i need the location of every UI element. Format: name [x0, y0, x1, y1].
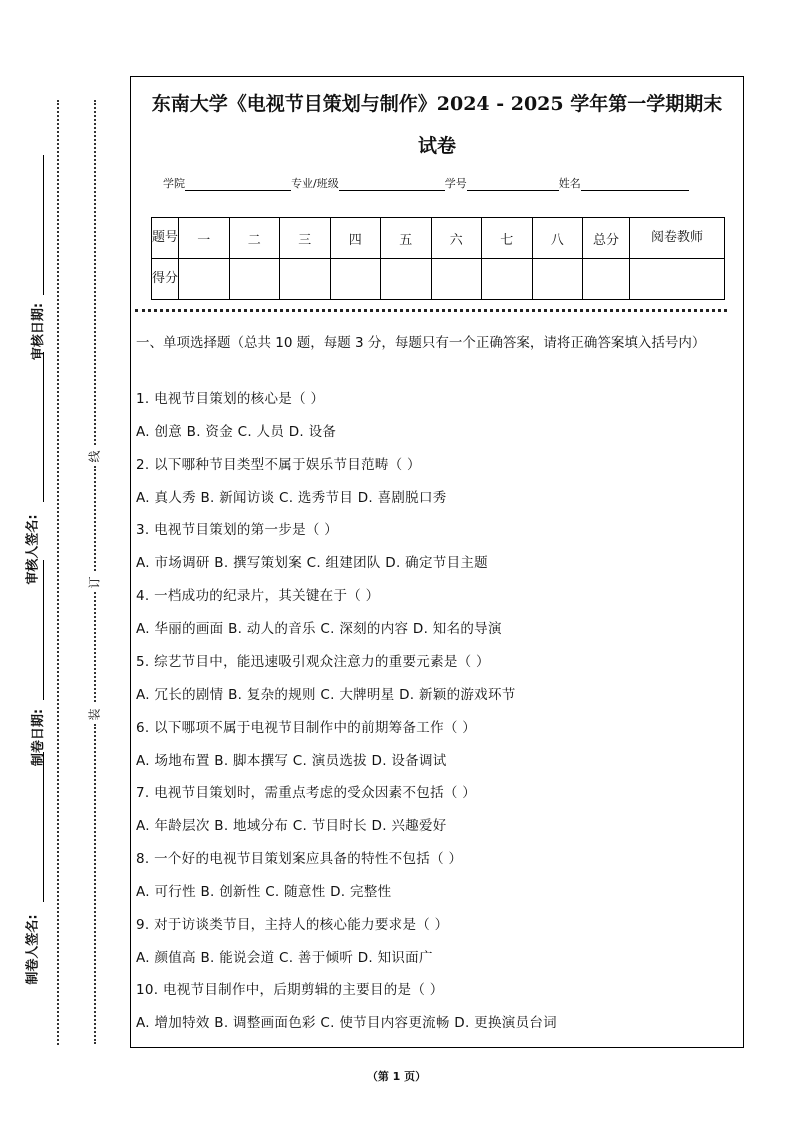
reviewer-date-line [43, 155, 44, 295]
header-cell-7: 七 [482, 218, 533, 259]
question-7: 7. 电视节目策划时，需重点考虑的受众因素不包括（ ） [136, 785, 477, 802]
header-cell-4: 四 [330, 218, 381, 259]
page-number: （第 1 页） [366, 1070, 427, 1083]
score-table-header-row [152, 218, 725, 259]
header-cell-1: 一 [179, 218, 230, 259]
score-cell-3[interactable] [280, 259, 331, 300]
question-2: 2. 以下哪种节目类型不属于娱乐节目范畴（ ） [136, 456, 421, 473]
question-1-options: A. 创意 B. 资金 C. 人员 D. 设备 [136, 424, 337, 440]
major-class-label: 专业/班级 [291, 177, 339, 190]
question-5: 5. 综艺节目中，能迅速吸引观众注意力的重要元素是（ ） [136, 653, 490, 670]
score-table [151, 217, 725, 300]
student-info-row [163, 175, 689, 191]
maker-date-label: 制卷日期: [31, 708, 47, 767]
question-1: 1. 电视节目策划的核心是（ ） [136, 391, 325, 407]
question-6: 6. 以下哪项不属于电视节目制作中的前期筹备工作（ ） [136, 719, 477, 736]
score-table-score-row [152, 259, 725, 300]
question-3-options: A. 市场调研 B. 撰写策划案 C. 组建团队 D. 确定节目主题 [136, 555, 488, 572]
score-cell-7[interactable] [482, 259, 533, 300]
exam-title-line2: 试卷 [417, 135, 456, 157]
question-5-options: A. 冗长的剧情 B. 复杂的规则 C. 大牌明星 D. 新颖的游戏环节 [136, 686, 516, 703]
name-field[interactable] [581, 178, 689, 191]
reviewer-date-label: 审核日期: [31, 302, 47, 361]
reviewer-sign-label: 审核人签名: [25, 514, 41, 585]
section1-title: 一、单项选择题（总共 10 题，每题 3 分，每题只有一个正确答案，请将正确答案填入括号内） [136, 335, 706, 351]
question-10: 10. 电视节目制作中，后期剪辑的主要目的是（ ） [136, 982, 444, 999]
gutter-dotted-line-3 [94, 592, 96, 702]
header-cell-total: 总分 [583, 218, 630, 259]
question-10-options: A. 增加特效 B. 调整画面色彩 C. 使节目内容更流畅 D. 更换演员台词 [136, 1015, 557, 1032]
student-id-label: 学号 [444, 177, 467, 190]
exam-title: 东南大学《电视节目策划与制作》2024 - 2025 学年第一学期期末 [151, 93, 723, 115]
reviewer-sign-line [43, 352, 44, 502]
question-9: 9. 对于访谈类节目，主持人的核心能力要求是（ ） [136, 916, 449, 933]
maker-sign-label: 制卷人签名: [25, 914, 41, 985]
score-cell-4[interactable] [330, 259, 381, 300]
header-cell-6: 六 [431, 218, 482, 259]
major-class-field[interactable] [339, 178, 445, 191]
gutter-seal-char: 装 [87, 708, 102, 721]
student-id-field[interactable] [467, 178, 559, 191]
header-cell-2: 二 [229, 218, 280, 259]
score-cell-6[interactable] [431, 259, 482, 300]
score-cell-grader[interactable] [630, 259, 725, 300]
header-cell-grader: 阅卷教师 [630, 218, 725, 259]
gutter-dotted-line-2 [94, 466, 96, 571]
maker-date-line [43, 560, 44, 700]
header-cell-qnum: 题号 [152, 218, 179, 259]
name-label: 姓名 [558, 177, 581, 190]
score-cell-total[interactable] [583, 259, 630, 300]
margin-dotted-line [57, 100, 59, 1045]
score-cell-2[interactable] [229, 259, 280, 300]
question-9-options: A. 颜值高 B. 能说会道 C. 善于倾听 D. 知识面广 [136, 949, 433, 966]
score-row-label: 得分 [152, 259, 179, 300]
gutter-dotted-line-1 [94, 100, 96, 445]
question-8: 8. 一个好的电视节目策划案应具备的特性不包括（ ） [136, 850, 463, 867]
question-8-options: A. 可行性 B. 创新性 C. 随意性 D. 完整性 [136, 883, 392, 900]
gutter-line-char: 线 [87, 450, 102, 463]
college-field[interactable] [185, 178, 291, 191]
score-cell-5[interactable] [381, 259, 432, 300]
dotted-separator [135, 309, 727, 312]
exam-frame [130, 76, 744, 1048]
header-cell-8: 八 [532, 218, 583, 259]
header-cell-5: 五 [381, 218, 432, 259]
question-4: 4. 一档成功的纪录片，其关键在于（ ） [136, 588, 380, 605]
question-2-options: A. 真人秀 B. 新闻访谈 C. 选秀节目 D. 喜剧脱口秀 [136, 489, 447, 506]
score-cell-1[interactable] [179, 259, 230, 300]
score-cell-8[interactable] [532, 259, 583, 300]
question-7-options: A. 年龄层次 B. 地域分布 C. 节目时长 D. 兴趣爱好 [136, 818, 447, 835]
question-4-options: A. 华丽的画面 B. 动人的音乐 C. 深刻的内容 D. 知名的导演 [136, 621, 502, 638]
gutter-dotted-line-4 [94, 724, 96, 1044]
header-cell-3: 三 [280, 218, 331, 259]
maker-sign-line [43, 752, 44, 902]
gutter-bind-char: 订 [87, 576, 102, 589]
question-6-options: A. 场地布置 B. 脚本撰写 C. 演员选拔 D. 设备调试 [136, 752, 447, 769]
college-label: 学院 [163, 177, 185, 190]
question-3: 3. 电视节目策划的第一步是（ ） [136, 522, 339, 539]
